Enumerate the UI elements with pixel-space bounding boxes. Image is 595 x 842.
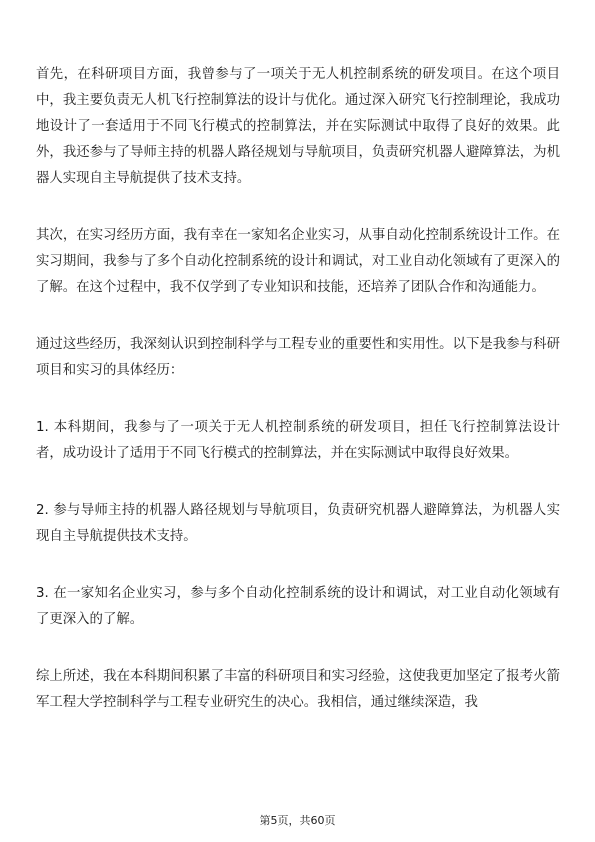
list-item-1: 1. 本科期间，我参与了一项关于无人机控制系统的研发项目，担任飞行控制算法设计者，成功设计了适用于不同飞行模式的控制算法，并在实际测试中取得良好效果。 [36,420,560,461]
paragraph-conclusion: 综上所述，我在本科期间积累了丰富的科研项目和实习经验，这使我更加坚定了报考火箭军工程大学控制科学与工程专业研究生的决心。我相信，通过继续深造，我 [36,669,560,710]
list-item-2: 2. 参与导师主持的机器人路径规划与导航项目，负责研究机器人避障算法，为机器人实现自主导航提供技术支持。 [36,503,560,544]
list-item-3: 3. 在一家知名企业实习，参与多个自动化控制系统的设计和调试，对工业自动化领域有了更深入的了解。 [36,586,560,627]
paragraph-summary-intro: 通过这些经历，我深刻认识到控制科学与工程专业的重要性和实用性。以下是我参与科研项目和实习的具体经历： [36,337,560,378]
document-body [36,62,560,716]
paragraph-internship: 其次，在实习经历方面，我有幸在一家知名企业实习，从事自动化控制系统设计工作。在实习期间，我参与了多个自动化控制系统的设计和调试，对工业自动化领域有了更深入的了解。在这个过程中，我不仅学到了专业知识和技能，还培养了团队合作和沟通能力。 [36,228,560,295]
paragraph-research-projects: 首先，在科研项目方面，我曾参与了一项关于无人机控制系统的研发项目。在这个项目中，我主要负责无人机飞行控制算法的设计与优化。通过深入研究飞行控制理论，我成功地设计了一套适用于不同飞行模式的控制算法，并在实际测试中取得了良好的效果。此外，我还参与了导师主持的机器人路径规划与导航项目，负责研究机器人避障算法，为机器人实现自主导航提供了技术支持。 [36,67,560,186]
page-number: 第5页，共60页 [259,814,336,827]
